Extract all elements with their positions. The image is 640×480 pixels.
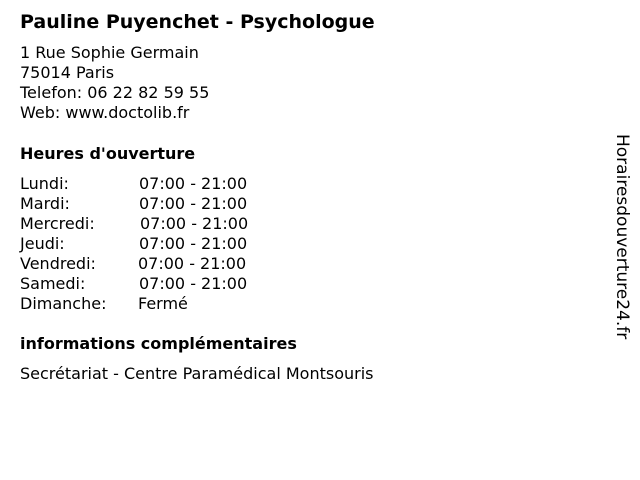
time-range: 07:00 - 21:00: [138, 254, 247, 273]
time-range: 07:00 - 21:00: [139, 174, 248, 193]
day-label: Jeudi:: [20, 234, 65, 253]
time-range: 07:00 - 21:00: [140, 214, 249, 233]
hours-row-tuesday: [20, 194, 320, 214]
day-label: Dimanche:: [20, 294, 107, 313]
hours-row-sunday: [20, 294, 320, 314]
info-text: Secrétariat - Centre Paramédical Montsouris: [20, 364, 374, 383]
time-range: 07:00 - 21:00: [139, 234, 248, 253]
hours-row-monday: [20, 174, 320, 194]
hours-row-friday: [20, 254, 320, 274]
hours-table: [20, 174, 320, 314]
time-range: 07:00 - 21:00: [139, 194, 248, 213]
time-range: 07:00 - 21:00: [139, 274, 248, 293]
hours-row-thursday: [20, 234, 320, 254]
day-label: Samedi:: [20, 274, 86, 293]
address-block: [20, 43, 209, 123]
day-label: Lundi:: [20, 174, 69, 193]
day-label: Vendredi:: [20, 254, 96, 273]
day-label: Mercredi:: [20, 214, 95, 233]
hours-row-saturday: [20, 274, 320, 294]
street-address: 1 Rue Sophie Germain: [20, 43, 199, 62]
business-title: Pauline Puyenchet - Psychologue: [20, 11, 375, 33]
hours-heading: Heures d'ouverture: [20, 144, 196, 163]
time-range: Fermé: [138, 294, 188, 313]
info-heading: informations complémentaires: [20, 334, 297, 353]
hours-row-wednesday: [20, 214, 320, 234]
day-label: Mardi:: [20, 194, 70, 213]
phone: Telefon: 06 22 82 59 55: [20, 83, 210, 102]
city: 75014 Paris: [20, 63, 115, 82]
site-watermark: Horairesdouverture24.fr: [612, 134, 632, 340]
website: Web: www.doctolib.fr: [20, 103, 190, 122]
